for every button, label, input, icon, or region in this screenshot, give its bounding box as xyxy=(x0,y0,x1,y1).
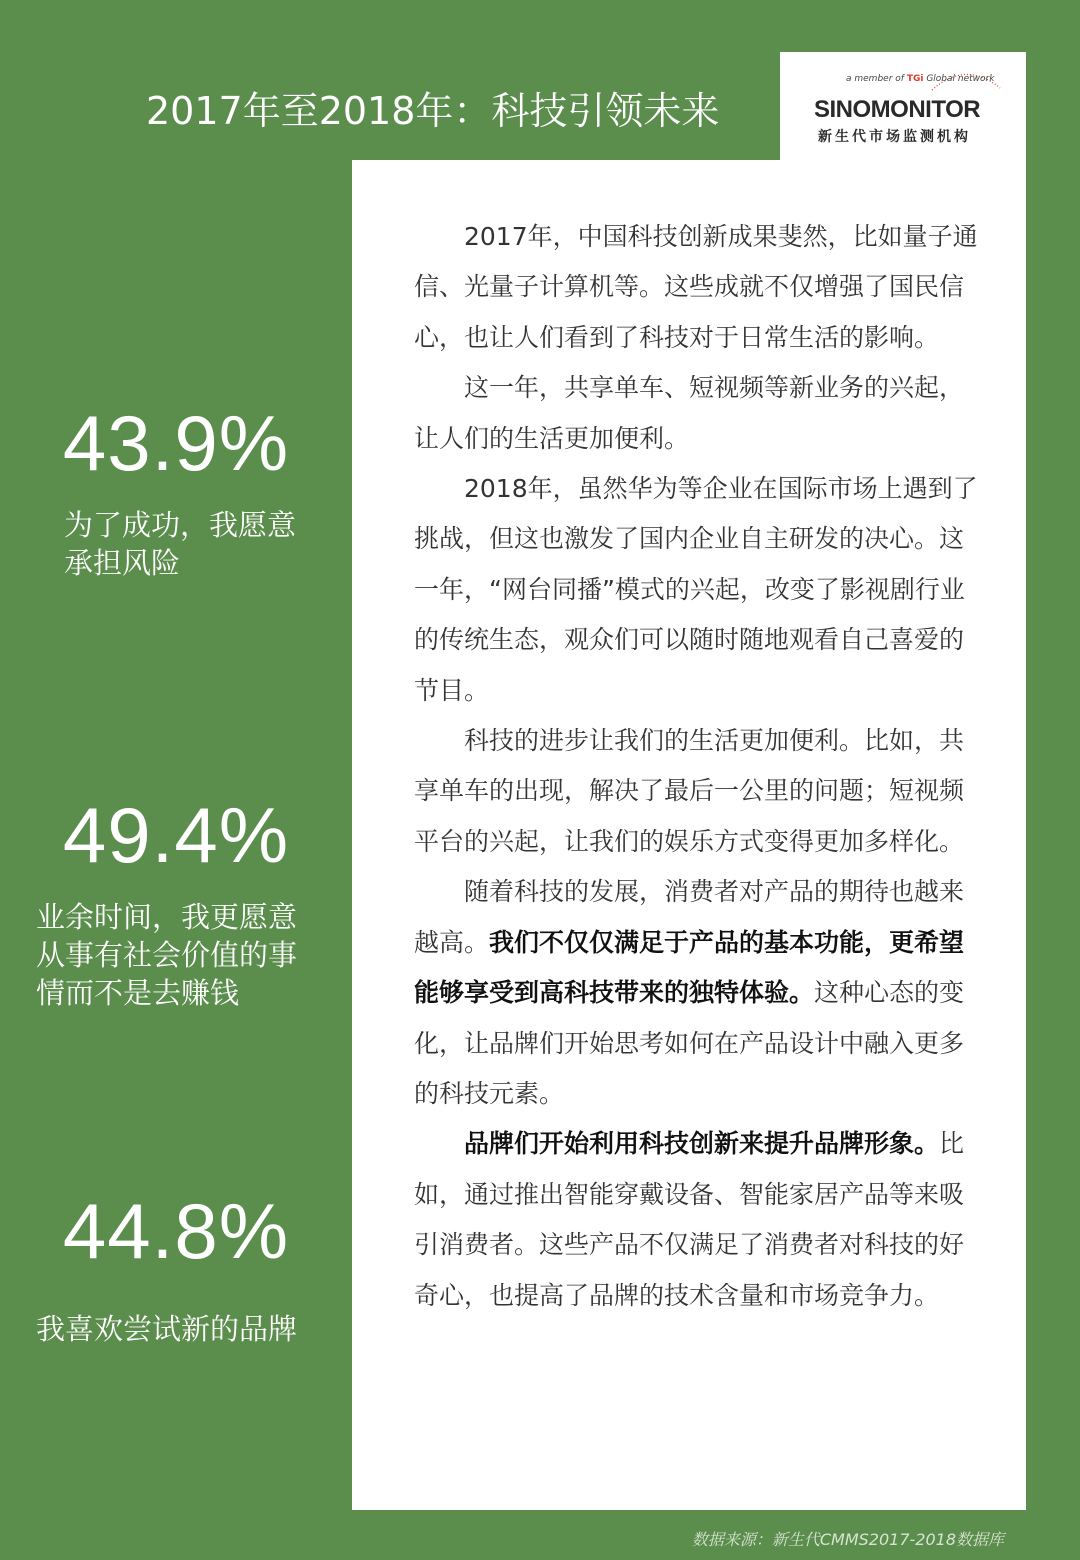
stat-label-line: 业余时间，我更愿意 xyxy=(36,900,298,934)
article-paragraph-1: 2017年，中国科技创新成果斐然，比如量子通信、光量子计算机等。这些成就不仅增强了国民信心，也让人们看到了科技对于日常生活的影响。 xyxy=(414,222,978,352)
stat-label-line: 情而不是去赚钱 xyxy=(36,976,240,1010)
paragraph-text: 比如，通过推出智能穿戴设备、智能家居产品等来吸引消费者。这些产品不仅满足了消费者对科技的好奇心，也提高了品牌的技术含量和市场竞争力。 xyxy=(414,1129,965,1310)
stat-label-line: 为了成功，我愿意 xyxy=(64,508,297,542)
stat-value-2: 49.4% xyxy=(62,791,290,879)
paragraph-emphasis: 品牌们开始利用科技创新来提升品牌形象。 xyxy=(464,1129,940,1159)
article-card xyxy=(352,160,1026,1510)
stat-label-line: 从事有社会价值的事 xyxy=(36,938,298,972)
sinomonitor-logo xyxy=(780,52,1026,160)
page-title: 2017年至2018年：科技引领未来 xyxy=(146,89,720,133)
stat-value-1: 43.9% xyxy=(62,399,290,487)
article-paragraph-5 xyxy=(414,867,980,1119)
stat-label-line: 我喜欢尝试新的品牌 xyxy=(36,1312,298,1346)
logo-subtitle: 新生代市场监测机构 xyxy=(818,129,971,145)
stat-label-3 xyxy=(36,1310,297,1348)
stat-label-line: 承担风险 xyxy=(64,546,181,580)
logo-tgi-mark: TGi xyxy=(906,74,924,84)
logo-member-prefix: a member of xyxy=(846,74,904,84)
stat-value-3: 44.8% xyxy=(62,1187,290,1275)
stat-label-2 xyxy=(36,898,297,1012)
article-paragraph-6 xyxy=(414,1119,980,1321)
article-paragraph-2: 这一年，共享单车、短视频等新业务的兴起，让人们的生活更加便利。 xyxy=(414,373,965,453)
data-source-note: 数据来源：新生代CMMS2017-2018数据库 xyxy=(691,1530,1004,1549)
stat-label-1 xyxy=(64,506,296,582)
logo-member-suffix: Global network xyxy=(926,74,995,84)
paragraph-text: 这种心态的变化，让品牌们开始思考如何在产品设计中融入更多的科技元素。 xyxy=(414,978,965,1108)
paragraph-text: 随着科技的发展，消费者对产品的期待也越来越高。 xyxy=(414,877,965,957)
article-body xyxy=(414,212,980,1321)
paragraph-emphasis: 我们不仅仅满足于产品的基本功能，更希望能够享受到高科技带来的独特体验。 xyxy=(414,927,965,1008)
logo-member-line xyxy=(846,74,994,84)
article-paragraph-4: 科技的进步让我们的生活更加便利。比如，共享单车的出现，解决了最后一公里的问题；短视频平台的兴起，让我们的娱乐方式变得更加多样化。 xyxy=(414,726,965,856)
article-paragraph-3: 2018年，虽然华为等企业在国际市场上遇到了挑战，但这也激发了国内企业自主研发的决心。这一年，“网台同播”模式的兴起，改变了影视剧行业的传统生态，观众们可以随时随地观看自己喜爱的节目。 xyxy=(414,474,978,705)
logo-name: SINOMONITOR xyxy=(814,96,981,123)
